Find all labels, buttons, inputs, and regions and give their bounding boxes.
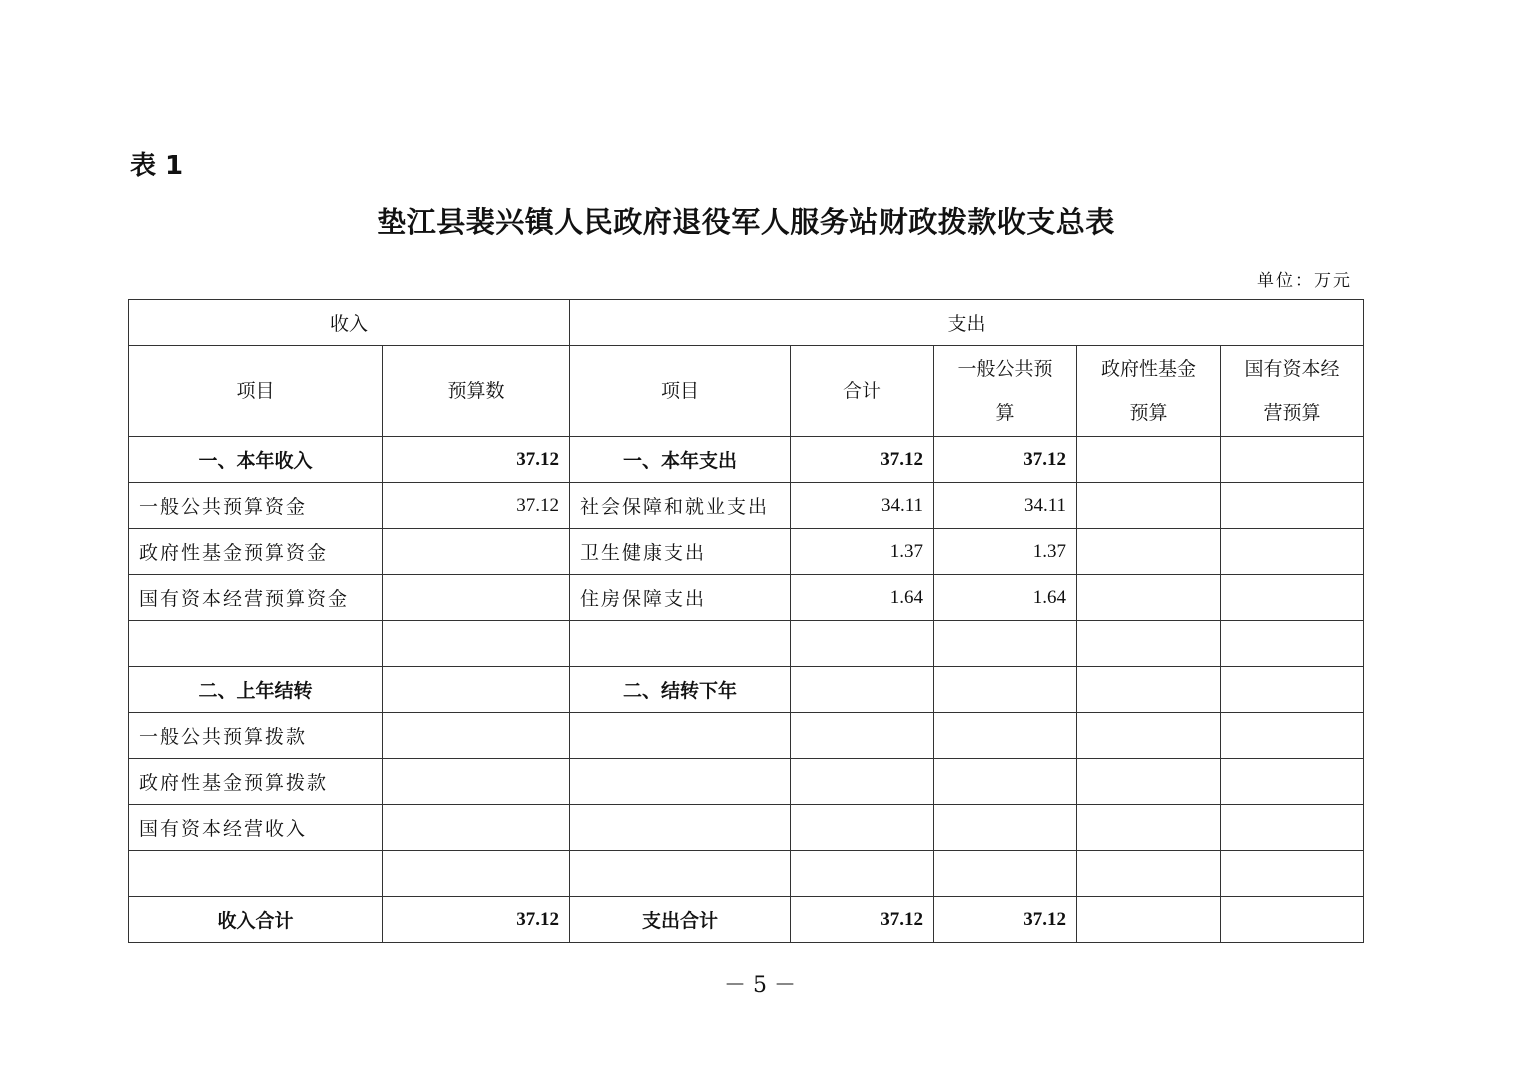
total-cell: 37.12: [791, 437, 934, 483]
gov-fund-header: 政府性基金预算: [1077, 346, 1221, 437]
general-cell: 37.12: [934, 437, 1077, 483]
general-cell: [934, 713, 1077, 759]
gov-fund-cell: [1077, 851, 1221, 897]
general-cell: [934, 667, 1077, 713]
state-capital-cell: [1221, 805, 1364, 851]
income-item-cell: 政府性基金预算资金: [129, 529, 383, 575]
gov-fund-cell: [1077, 483, 1221, 529]
expense-item-cell: 住房保障支出: [570, 575, 791, 621]
income-item-cell: 二、上年结转: [129, 667, 383, 713]
gov-fund-cell: [1077, 575, 1221, 621]
income-item-cell: 政府性基金预算拨款: [129, 759, 383, 805]
expense-item-cell: [570, 621, 791, 667]
state-capital-cell: [1221, 759, 1364, 805]
income-budget-cell: [383, 713, 570, 759]
income-budget-cell: [383, 851, 570, 897]
general-total-value: 37.12: [934, 897, 1077, 943]
state-capital-cell: [1221, 851, 1364, 897]
table-row: [129, 529, 1364, 575]
income-header: 收入: [129, 300, 570, 346]
page-number: － 5 －: [724, 973, 796, 998]
state-capital-header: 国有资本经营预算: [1221, 346, 1364, 437]
gov-fund-cell: [1077, 713, 1221, 759]
state-capital-total-value: [1221, 897, 1364, 943]
income-budget-cell: [383, 621, 570, 667]
expense-item-cell: 一、本年支出: [570, 437, 791, 483]
total-cell: 1.37: [791, 529, 934, 575]
table-row: [129, 805, 1364, 851]
total-cell: [791, 667, 934, 713]
income-item-cell: [129, 621, 383, 667]
total-cell: [791, 759, 934, 805]
total-cell: [791, 621, 934, 667]
totals-row: [129, 897, 1364, 943]
income-item-cell: [129, 851, 383, 897]
general-cell: 34.11: [934, 483, 1077, 529]
total-cell: [791, 713, 934, 759]
general-cell: [934, 805, 1077, 851]
total-cell: [791, 851, 934, 897]
general-cell: [934, 851, 1077, 897]
expense-item-cell: 二、结转下年: [570, 667, 791, 713]
general-cell: [934, 621, 1077, 667]
expense-item-cell: 卫生健康支出: [570, 529, 791, 575]
table-label: 表 1: [130, 151, 184, 181]
table-row: [129, 759, 1364, 805]
table-row: [129, 851, 1364, 897]
expense-item-cell: 社会保障和就业支出: [570, 483, 791, 529]
expense-item-cell: [570, 851, 791, 897]
total-header: 合计: [791, 346, 934, 437]
state-capital-cell: [1221, 483, 1364, 529]
expense-item-cell: [570, 759, 791, 805]
expense-total-label: 支出合计: [570, 897, 791, 943]
general-cell: 1.64: [934, 575, 1077, 621]
total-cell: 1.64: [791, 575, 934, 621]
gov-fund-cell: [1077, 759, 1221, 805]
income-budget-cell: 37.12: [383, 483, 570, 529]
state-capital-cell: [1221, 713, 1364, 759]
income-total-label: 收入合计: [129, 897, 383, 943]
expense-item-header: 项目: [570, 346, 791, 437]
gov-fund-cell: [1077, 621, 1221, 667]
general-cell: 1.37: [934, 529, 1077, 575]
income-budget-cell: [383, 667, 570, 713]
unit-label: 单位：万元: [1257, 271, 1352, 291]
income-budget-cell: [383, 805, 570, 851]
income-budget-header: 预算数: [383, 346, 570, 437]
table-row: [129, 621, 1364, 667]
gov-fund-total-value: [1077, 897, 1221, 943]
table-header-row-1: [129, 300, 1364, 346]
table-row: [129, 437, 1364, 483]
expense-total-value: 37.12: [791, 897, 934, 943]
income-item-cell: 一、本年收入: [129, 437, 383, 483]
state-capital-cell: [1221, 667, 1364, 713]
budget-table: [128, 299, 1364, 943]
general-public-header: 一般公共预算: [934, 346, 1077, 437]
expense-item-cell: [570, 805, 791, 851]
income-item-cell: 一般公共预算资金: [129, 483, 383, 529]
income-item-cell: 国有资本经营收入: [129, 805, 383, 851]
table-row: [129, 713, 1364, 759]
expense-header: 支出: [570, 300, 1364, 346]
state-capital-cell: [1221, 621, 1364, 667]
state-capital-cell: [1221, 437, 1364, 483]
income-budget-cell: [383, 575, 570, 621]
gov-fund-cell: [1077, 805, 1221, 851]
income-total-value: 37.12: [383, 897, 570, 943]
income-budget-cell: [383, 529, 570, 575]
total-cell: [791, 805, 934, 851]
total-cell: 34.11: [791, 483, 934, 529]
income-item-header: 项目: [129, 346, 383, 437]
gov-fund-cell: [1077, 667, 1221, 713]
gov-fund-cell: [1077, 437, 1221, 483]
income-item-cell: 国有资本经营预算资金: [129, 575, 383, 621]
table-row: [129, 667, 1364, 713]
general-cell: [934, 759, 1077, 805]
income-budget-cell: [383, 759, 570, 805]
page-title: 垫江县裴兴镇人民政府退役军人服务站财政拨款收支总表: [377, 205, 1115, 239]
table-header-row-2: [129, 346, 1364, 437]
expense-item-cell: [570, 713, 791, 759]
table-row: [129, 483, 1364, 529]
income-item-cell: 一般公共预算拨款: [129, 713, 383, 759]
table-row: [129, 575, 1364, 621]
income-budget-cell: 37.12: [383, 437, 570, 483]
state-capital-cell: [1221, 575, 1364, 621]
state-capital-cell: [1221, 529, 1364, 575]
gov-fund-cell: [1077, 529, 1221, 575]
